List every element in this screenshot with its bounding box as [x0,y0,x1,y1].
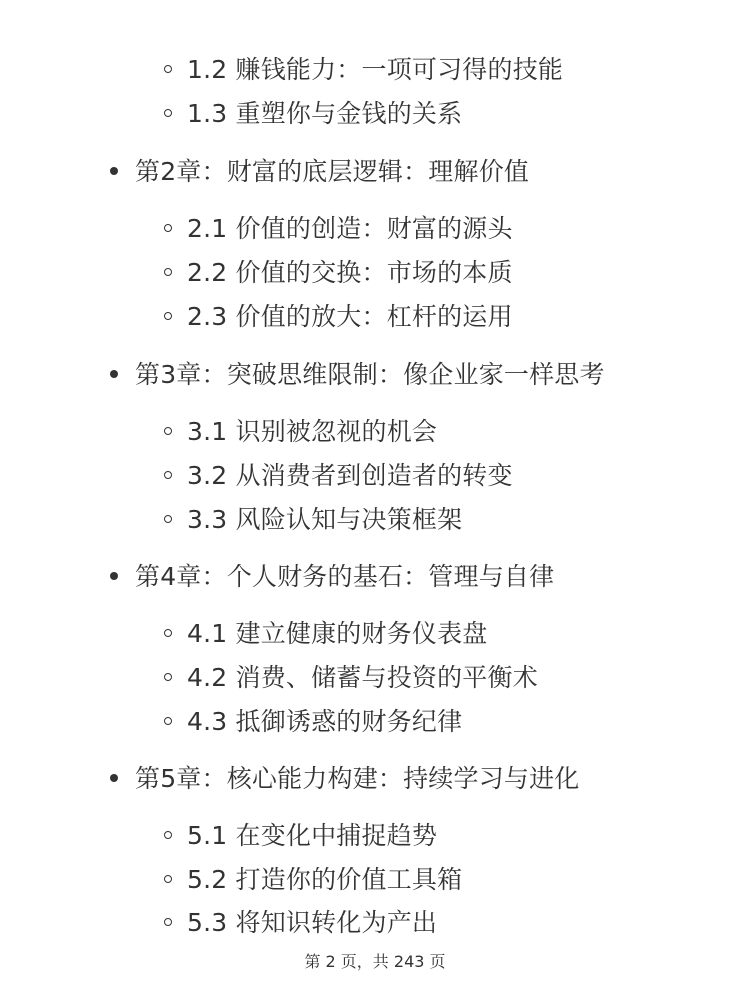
toc-section-item [164,814,437,858]
hollow-circle-bullet-icon [164,515,172,523]
hollow-circle-bullet-icon [164,65,172,73]
hollow-circle-bullet-icon [164,918,172,926]
toc-section-item [164,901,437,945]
toc-item-label: 2.1 价值的创造：财富的源头 [187,214,513,243]
toc-section-item [164,410,437,454]
hollow-circle-bullet-icon [164,427,172,435]
toc-section-item [164,92,462,136]
toc-item-label: 第2章：财富的底层逻辑：理解价值 [135,157,530,186]
footer-middle: 页，共 [335,952,394,971]
toc-item-label: 3.2 从消费者到创造者的转变 [187,461,513,490]
hollow-circle-bullet-icon [164,673,172,681]
toc-chapter-item [110,757,580,801]
toc-item-label: 1.3 重塑你与金钱的关系 [187,99,463,128]
toc-item-label: 4.3 抵御诱惑的财务纪律 [187,707,463,736]
footer-prefix: 第 [304,952,326,971]
hollow-circle-bullet-icon [164,312,172,320]
hollow-circle-bullet-icon [164,831,172,839]
hollow-circle-bullet-icon [164,224,172,232]
page-footer [0,948,750,976]
toc-chapter-item [110,150,529,194]
filled-dot-bullet-icon [110,774,118,782]
toc-item-label: 第5章：核心能力构建：持续学习与进化 [135,764,580,793]
toc-section-item [164,295,513,339]
toc-item-label: 第4章：个人财务的基石：管理与自律 [135,562,555,591]
hollow-circle-bullet-icon [164,875,172,883]
current-page-number: 2 [325,952,336,971]
toc-section-item [164,858,462,902]
hollow-circle-bullet-icon [164,629,172,637]
hollow-circle-bullet-icon [164,268,172,276]
toc-item-label: 3.1 识别被忽视的机会 [187,417,438,446]
filled-dot-bullet-icon [110,370,118,378]
hollow-circle-bullet-icon [164,471,172,479]
toc-section-item [164,612,488,656]
total-page-count: 243 [393,952,425,971]
filled-dot-bullet-icon [110,572,118,580]
footer-suffix: 页 [424,952,446,971]
toc-section-item [164,656,538,700]
toc-section-item [164,251,513,295]
toc-section-item [164,498,462,542]
toc-item-label: 2.2 价值的交换：市场的本质 [187,258,513,287]
toc-item-label: 3.3 风险认知与决策框架 [187,505,463,534]
toc-item-label: 2.3 价值的放大：杠杆的运用 [187,302,513,331]
toc-item-label: 4.1 建立健康的财务仪表盘 [187,619,488,648]
hollow-circle-bullet-icon [164,717,172,725]
toc-section-item [164,454,513,498]
toc-section-item [164,207,513,251]
toc-item-label: 4.2 消费、储蓄与投资的平衡术 [187,663,538,692]
hollow-circle-bullet-icon [164,109,172,117]
toc-item-label: 5.1 在变化中捕捉趋势 [187,821,438,850]
toc-section-item [164,700,462,744]
toc-item-label: 1.2 赚钱能力：一项可习得的技能 [187,55,564,84]
toc-chapter-item [110,353,605,397]
toc-item-label: 5.2 打造你的价值工具箱 [187,865,463,894]
filled-dot-bullet-icon [110,167,118,175]
toc-chapter-item [110,555,554,599]
toc-item-label: 第3章：突破思维限制：像企业家一样思考 [135,360,605,389]
toc-item-label: 5.3 将知识转化为产出 [187,908,438,937]
toc-section-item [164,48,563,92]
